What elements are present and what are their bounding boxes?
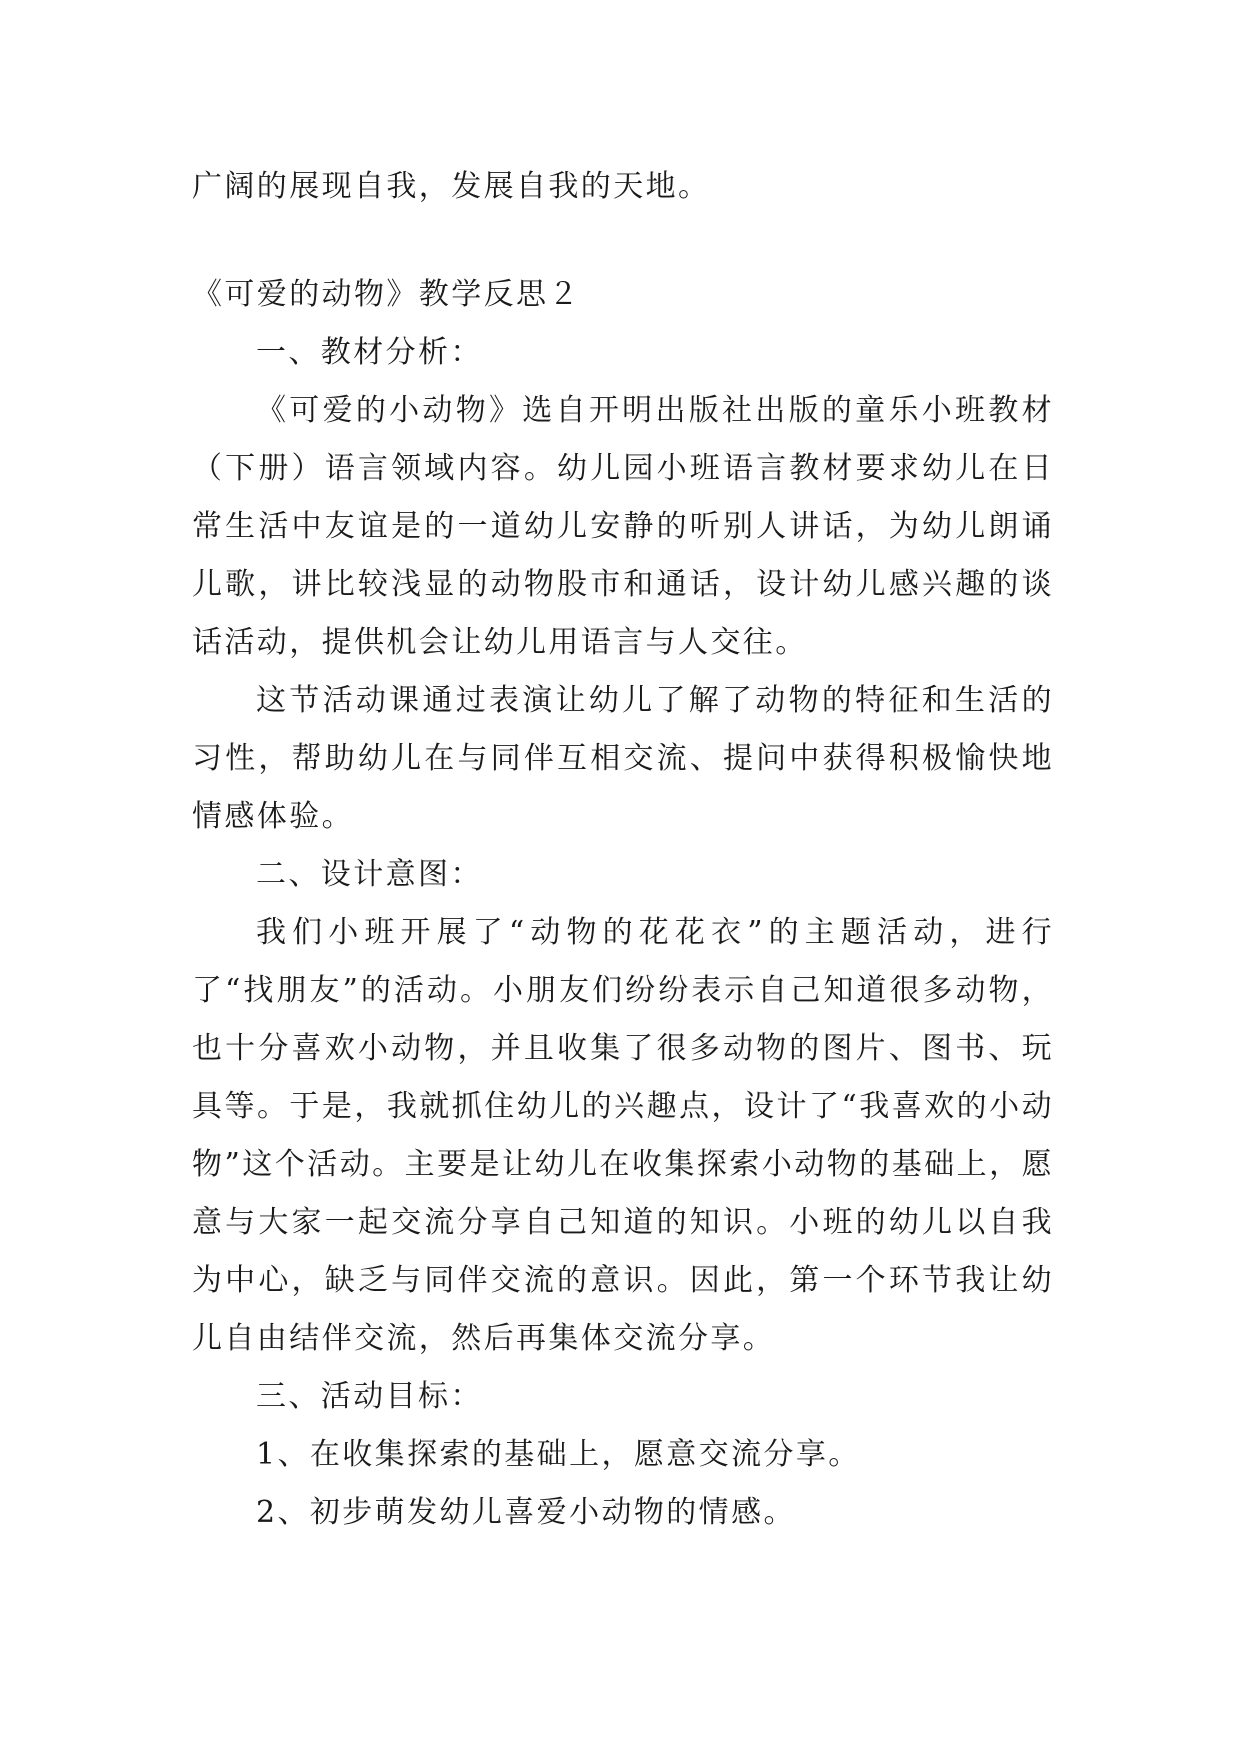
document-body [192, 158, 1054, 1542]
section-title: 《可爱的动物》教学反思２ [192, 277, 581, 312]
paragraph-textbook-analysis: 《可爱的小动物》选自开明出版社出版的童乐小班教材（下册）语言领域内容。幼儿园小班语言教材要求幼儿在日常生活中友谊是的一道幼儿安静的听别人讲话，为幼儿朗诵儿歌，讲比较浅显的动物股市和通话，设计幼儿感兴趣的谈话活动，提供机会让幼儿用语言与人交往。 [192, 393, 1054, 660]
paragraph-design-intent: 我们小班开展了“动物的花花衣”的主题活动，进行了“找朋友”的活动。小朋友们纷纷表示自己知道很多动物，也十分喜欢小动物，并且收集了很多动物的图片、图书、玩具等。于是，我就抓住幼儿的兴趣点，设计了“我喜欢的小动物”这个活动。主要是让幼儿在收集探索小动物的基础上，愿意与大家一起交流分享自己知道的知识。小班的幼儿以自我为中心，缺乏与同伴交流的意识。因此，第一个环节我让幼儿自由结伴交流，然后再集体交流分享。 [192, 915, 1054, 1356]
paragraph-closing-line: 广阔的展现自我，发展自我的天地。 [192, 169, 711, 204]
paragraph-activity-summary: 这节活动课通过表演让幼儿了解了动物的特征和生活的习性，帮助幼儿在与同伴互相交流、提问中获得积极愉快地情感体验。 [192, 683, 1054, 834]
heading-activity-goals: 三、活动目标： [256, 1379, 483, 1414]
heading-design-intent: 二、设计意图： [256, 857, 483, 892]
heading-textbook-analysis: 一、教材分析： [256, 335, 483, 370]
list-item-goal-2: 2、初步萌发幼儿喜爱小动物的情感。 [256, 1495, 796, 1530]
list-item-goal-1: 1、在收集探索的基础上，愿意交流分享。 [256, 1437, 861, 1472]
